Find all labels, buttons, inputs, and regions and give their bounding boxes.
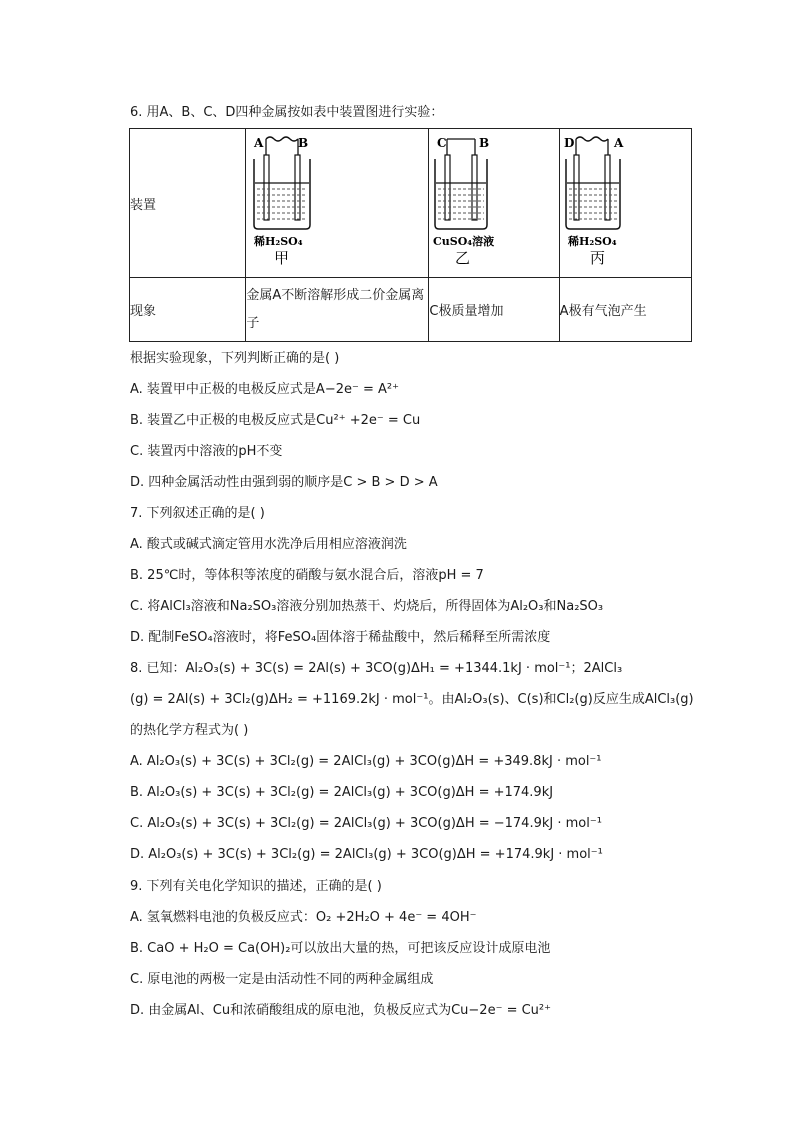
question-6-ask: 根据实验现象，下列判断正确的是( ) bbox=[130, 351, 340, 366]
solution-label: CuSO₄溶液 bbox=[433, 235, 495, 248]
apparatus-name: 甲 bbox=[274, 249, 290, 267]
experiment-table bbox=[129, 128, 692, 342]
question-6-option-d[interactable]: D. 四种金属活动性由强到弱的顺序是C > B > D > A bbox=[130, 475, 438, 490]
question-9-option-b[interactable]: B. CaO + H₂O = Ca(OH)₂可以放出大量的热，可把该反应设计成原电池 bbox=[130, 941, 551, 956]
question-7-option-a[interactable]: A. 酸式或碱式滴定管用水洗净后用相应溶液润洗 bbox=[130, 537, 407, 552]
electrode-right bbox=[295, 155, 300, 220]
question-9-stem: 9. 下列有关电化学知识的描述，正确的是( ) bbox=[130, 879, 382, 894]
wire bbox=[576, 137, 608, 141]
question-8-option-a[interactable]: A. Al₂O₃(s) + 3C(s) + 3Cl₂(g) = 2AlCl₃(g) + 3CO(g)ΔH = +349.8kJ · mol⁻¹ bbox=[130, 754, 602, 769]
question-6-stem: 6. 用A、B、C、D四种金属按如表中装置图进行实验： bbox=[130, 105, 444, 120]
question-8-stem-line2: (g) = 2Al(s) + 3Cl₂(g)ΔH₂ = +1169.2kJ · mol⁻¹。由Al₂O₃(s)、C(s)和Cl₂(g)反应生成AlCl₃(g) bbox=[130, 692, 694, 707]
electrode-left bbox=[574, 155, 579, 220]
solution-label: 稀H₂SO₄ bbox=[567, 235, 617, 248]
question-9-option-a[interactable]: A. 氢氧燃料电池的负极反应式：O₂ +2H₂O + 4e⁻ = 4OH⁻ bbox=[130, 910, 477, 925]
electrode-label-left: A bbox=[254, 136, 264, 150]
question-6-option-c[interactable]: C. 装置丙中溶液的pH不变 bbox=[130, 444, 283, 459]
apparatus-name: 丙 bbox=[589, 249, 605, 267]
electrode-label-left: D bbox=[563, 136, 575, 150]
solution-label: 稀H₂SO₄ bbox=[254, 235, 303, 248]
question-7-option-b[interactable]: B. 25℃时，等体积等浓度的硝酸与氨水混合后，溶液pH = 7 bbox=[130, 568, 484, 583]
question-8-stem-line1: 8. 已知：Al₂O₃(s) + 3C(s) = 2Al(s) + 3CO(g)ΔH₁ = +1344.1kJ · mol⁻¹；2AlCl₃ bbox=[130, 661, 623, 676]
row-label-device: 装置 bbox=[130, 129, 246, 278]
apparatus-bing-diagram bbox=[560, 129, 692, 277]
electrode-label-right: B bbox=[479, 136, 490, 150]
electrode-left bbox=[445, 155, 450, 220]
question-8-stem-line3: 的热化学方程式为( ) bbox=[130, 723, 249, 738]
apparatus-cell-jia bbox=[246, 129, 429, 278]
question-6-option-b[interactable]: B. 装置乙中正极的电极反应式是Cu²⁺ +2e⁻ = Cu bbox=[130, 413, 421, 428]
question-8-option-c[interactable]: C. Al₂O₃(s) + 3C(s) + 3Cl₂(g) = 2AlCl₃(g) + 3CO(g)ΔH = −174.9kJ · mol⁻¹ bbox=[130, 816, 602, 831]
electrode-right bbox=[472, 155, 477, 220]
apparatus-cell-yi bbox=[429, 129, 559, 278]
wire bbox=[266, 137, 298, 141]
question-7-option-c[interactable]: C. 将AlCl₃溶液和Na₂SO₃溶液分别加热蒸干、灼烧后，所得固体为Al₂O₃和Na₂SO₃ bbox=[130, 599, 604, 614]
electrode-label-right: A bbox=[613, 136, 623, 150]
question-7-stem: 7. 下列叙述正确的是( ) bbox=[130, 506, 265, 521]
phenomenon-bing: A极有气泡产生 bbox=[559, 278, 691, 342]
question-9-option-c[interactable]: C. 原电池的两极一定是由活动性不同的两种金属组成 bbox=[130, 972, 434, 987]
question-9-option-d[interactable]: D. 由金属Al、Cu和浓硝酸组成的原电池，负极反应式为Cu−2e⁻ = Cu²⁺ bbox=[130, 1003, 551, 1018]
apparatus-name: 乙 bbox=[455, 249, 471, 267]
apparatus-cell-bing bbox=[559, 129, 691, 278]
apparatus-yi-diagram bbox=[429, 129, 559, 277]
question-7-option-d[interactable]: D. 配制FeSO₄溶液时，将FeSO₄固体溶于稀盐酸中，然后稀释至所需浓度 bbox=[130, 630, 551, 645]
electrode-label-left: C bbox=[437, 136, 447, 150]
question-8-option-d[interactable]: D. Al₂O₃(s) + 3C(s) + 3Cl₂(g) = 2AlCl₃(g) + 3CO(g)ΔH = +174.9kJ · mol⁻¹ bbox=[130, 847, 603, 862]
electrode-right bbox=[605, 155, 610, 220]
phenomenon-yi: C极质量增加 bbox=[429, 278, 559, 342]
question-6-option-a[interactable]: A. 装置甲中正极的电极反应式是A−2e⁻ = A²⁺ bbox=[130, 382, 399, 397]
phenomenon-jia: 金属A不断溶解形成二价金属离子 bbox=[246, 278, 429, 342]
electrode-label-right: B bbox=[298, 136, 309, 150]
row-label-phenomenon: 现象 bbox=[130, 278, 246, 342]
electrode-left bbox=[264, 155, 269, 220]
apparatus-jia-diagram bbox=[246, 129, 429, 277]
question-8-option-b[interactable]: B. Al₂O₃(s) + 3C(s) + 3Cl₂(g) = 2AlCl₃(g) + 3CO(g)ΔH = +174.9kJ bbox=[130, 785, 554, 800]
